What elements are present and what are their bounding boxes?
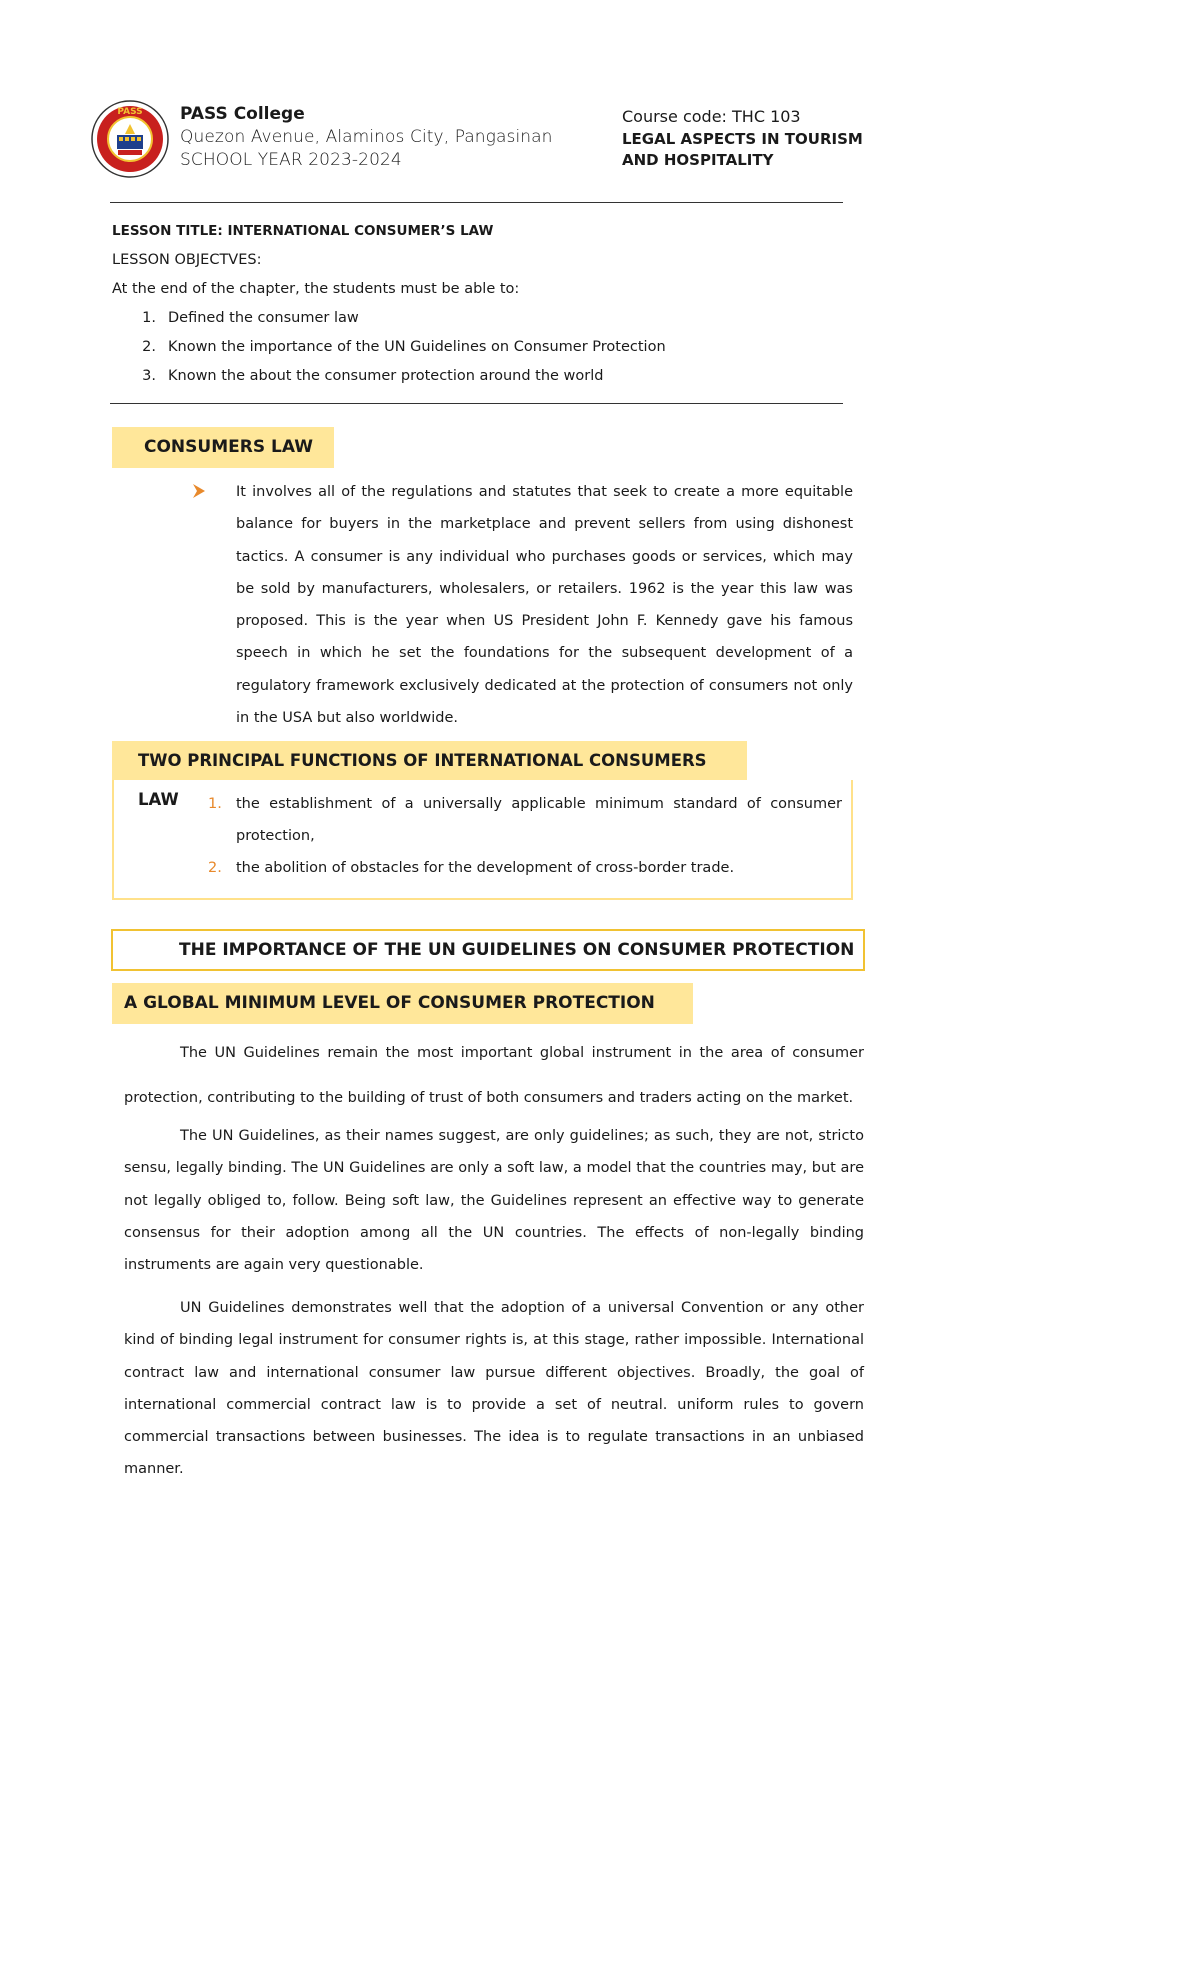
objective-text: Known the about the consumer protection around the world — [168, 368, 604, 384]
school-name: PASS College — [180, 104, 305, 124]
pass-college-seal-icon — [91, 100, 169, 178]
school-year: SCHOOL YEAR 2023-2024 — [180, 150, 402, 170]
course-code: Course code: THC 103 — [622, 107, 801, 126]
consumers-law-paragraph: It involves all of the regulations and statutes that seek to create a more equitable balance for buyers in the marketplace and prevent sellers from using dishonest tactics. A consumer is any individual who purchases goods or services, which may be sold by manufacturers, wholesalers, or retailers. 1962 is the year this law was proposed. This is the year when US President John F. Kennedy gave his famous speech in which he set the foundations for the subsequent development of a regulatory framework exclusively dedicated at the protection of consumers not only in the USA but also worldwide. — [236, 484, 853, 727]
course-title: LEGAL ASPECTS IN TOURISM AND HOSPITALITY — [622, 130, 863, 169]
lesson-title: LESSON TITLE: INTERNATIONAL CONSUMER’S LAW — [112, 223, 494, 239]
function-item — [200, 788, 852, 852]
global-minimum-heading: A GLOBAL MINIMUM LEVEL OF CONSUMER PROTECTION — [112, 983, 693, 1024]
functions-heading: TWO PRINCIPAL FUNCTIONS OF INTERNATIONAL CONSUMERS LAW — [112, 741, 747, 780]
lesson-intro: At the end of the chapter, the students must be able to: — [112, 281, 520, 297]
lesson-divider — [110, 403, 843, 404]
function-number: 1. — [208, 796, 222, 812]
consumers-law-heading: CONSUMERS LAW — [112, 427, 334, 468]
objective-number: 1. — [142, 310, 156, 326]
header-divider — [110, 202, 843, 203]
body-paragraph: The UN Guidelines remain the most important global instrument in the area of consumer protection, contributing to the building of trust of both consumers and traders acting on the market. — [124, 1045, 864, 1106]
lesson-objectives-label: LESSON OBJECTVES: — [112, 252, 262, 268]
function-number: 2. — [208, 860, 222, 876]
objective-item — [112, 335, 666, 364]
objective-text: Known the importance of the UN Guidelines on Consumer Protection — [168, 339, 666, 355]
objective-text: Defined the consumer law — [168, 310, 359, 326]
function-item — [200, 852, 852, 884]
objective-number: 3. — [142, 368, 156, 384]
body-paragraph: UN Guidelines demonstrates well that the adoption of a universal Convention or any other kind of binding legal instrument for consumer rights is, at this stage, rather impossible. International contract law and international consumer law pursue different objectives. Broadly, the goal of international commercial contract law is to provide a set of neutral. uniform rules to govern commercial transactions between businesses. The idea is to regulate transactions in an unbiased manner. — [124, 1300, 864, 1478]
body-paragraph: The UN Guidelines, as their names suggest, are only guidelines; as such, they are not, stricto sensu, legally binding. The UN Guidelines are only a soft law, a model that the countries may, but are not legally obliged to, follow. Being soft law, the Guidelines represent an effective way to generate consensus for their adoption among all the UN countries. The effects of non-legally binding instruments are again very questionable. — [124, 1128, 864, 1274]
function-text: the abolition of obstacles for the development of cross-border trade. — [236, 860, 735, 876]
school-address: Quezon Avenue, Alaminos City, Pangasinan — [180, 127, 553, 147]
objective-item — [112, 364, 666, 393]
arrow-bullet-icon — [193, 483, 205, 497]
logo-text: PASS — [117, 107, 143, 117]
importance-heading: THE IMPORTANCE OF THE UN GUIDELINES ON CONSUMER PROTECTION — [111, 929, 865, 971]
functions-list — [200, 788, 852, 884]
objectives-list — [112, 306, 666, 393]
objective-number: 2. — [142, 339, 156, 355]
school-logo — [91, 100, 169, 178]
function-text: the establishment of a universally applicable minimum standard of consumer protection, — [236, 796, 842, 844]
objective-item — [112, 306, 666, 335]
